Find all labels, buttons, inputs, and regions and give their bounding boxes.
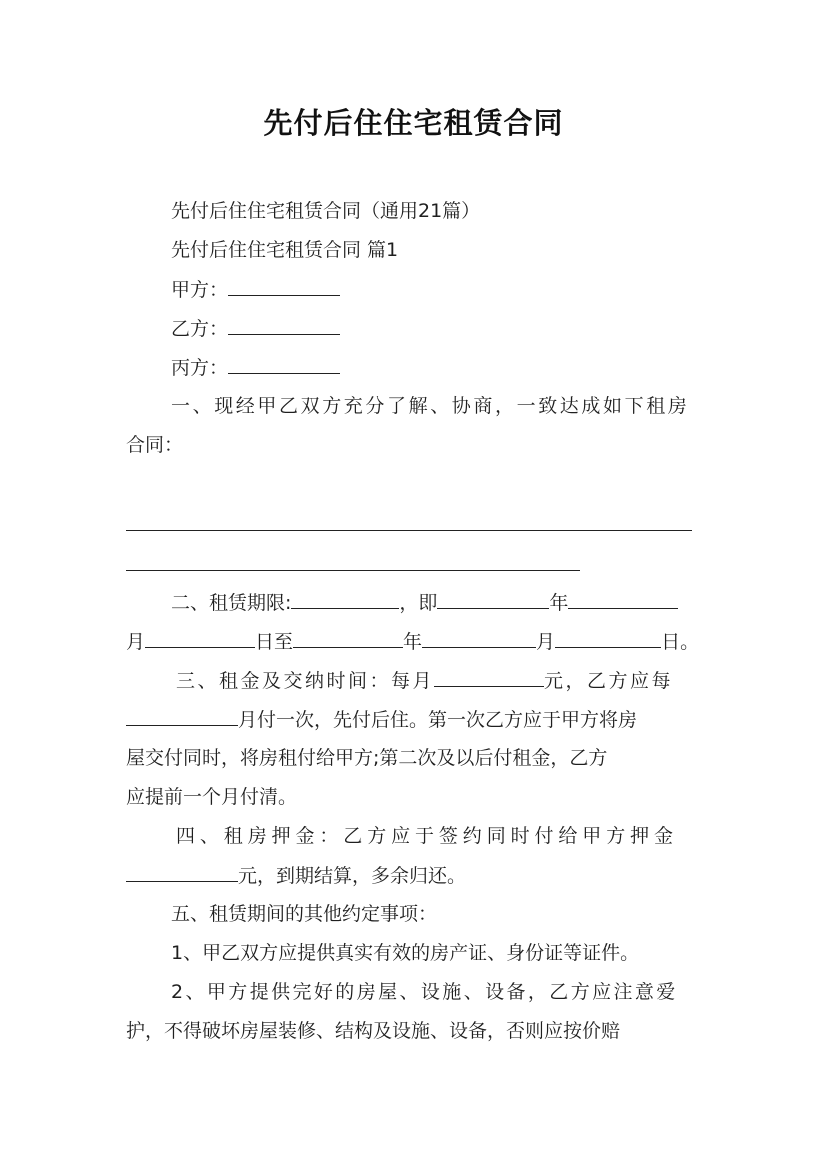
clause2-ri-end: 日。 [661,631,700,653]
item2-line1: 2、甲方提供完好的房屋、设施、设备，乙方应注意爱 [171,981,678,1003]
item1: 1、甲乙双方应提供真实有效的房产证、身份证等证件。 [171,942,640,964]
party-b-label: 乙方： [171,318,229,340]
clause3-part1: 三、租金及交纳时间：每月 [176,670,435,692]
payment-cycle-blank [126,707,238,726]
section-heading: 先付后住住宅租赁合同 篇1 [171,239,399,261]
start-year-blank [437,590,549,609]
clause2-label: 二、租赁期限: [171,592,292,614]
clause2-line2 [126,629,699,654]
end-day-blank [555,629,661,648]
end-month-blank [422,629,536,648]
clause2-line1 [171,590,678,615]
clause1-line2: 合同： [126,434,184,456]
clause1-line1: 一、现经甲乙双方充分了解、协商，一致达成如下租房 [171,395,690,417]
item2-line2: 护，不得破坏房屋装修、结构及设施、设备，否则应按价赔 [126,1020,621,1042]
clause2-nian2: 年 [403,631,423,653]
clause2-yue: 月 [126,631,146,653]
party-c-label: 丙方： [171,357,229,379]
clause3-line2 [126,707,637,732]
party-b-blank [228,316,340,335]
party-a-row [171,277,340,302]
deposit-blank [126,863,238,882]
clause3-part2: 元，乙方应每 [544,670,674,692]
clause5-heading: 五、租赁期间的其他约定事项： [171,903,438,925]
start-day-blank [145,629,255,648]
party-c-blank [228,355,340,374]
start-month-blank [568,590,678,609]
party-c-row [171,355,340,380]
end-year-blank [293,629,403,648]
clause3-part3: 月付一次，先付后住。第一次乙方应于甲方将房 [238,709,638,731]
party-a-blank [228,277,340,296]
party-b-row [171,316,340,341]
clause4-text: 元，到期结算，多余归还。 [238,865,467,887]
blank-line-1 [126,530,692,531]
clause4-line1: 四、租房押金：乙方应于签约同时付给甲方押金 [176,825,678,847]
clause2-ri-zhi: 日至 [255,631,294,653]
document-title: 先付后住住宅租赁合同 [263,106,564,140]
document-subtitle: 先付后住住宅租赁合同（通用21篇） [171,200,481,222]
clause2-ji: ，即 [399,592,438,614]
clause2-yue2: 月 [536,631,556,653]
rent-amount-blank [434,668,544,687]
blank-line-2 [126,570,580,571]
clause3-line4: 应提前一个月付清。 [126,786,298,808]
clause3-line1 [176,668,673,693]
party-a-label: 甲方： [171,279,229,301]
clause3-line3: 屋交付同时，将房租付给甲方;第二次及以后付租金，乙方 [126,747,608,769]
clause4-line2 [126,863,466,888]
clause2-nian: 年 [549,592,569,614]
term-blank [291,590,399,609]
